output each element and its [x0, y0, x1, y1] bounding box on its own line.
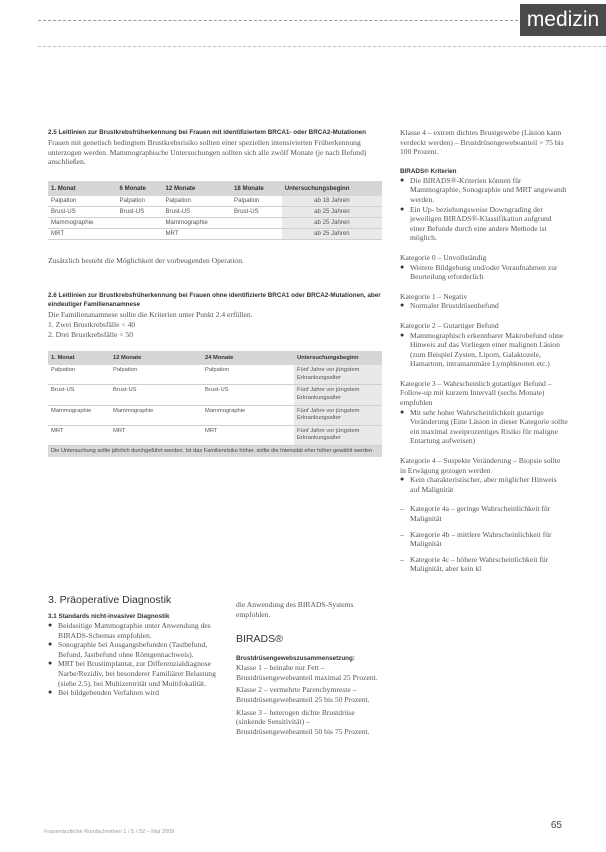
table-cell: Fünf Jahre vor jüngstem Erkrankungsalter — [294, 365, 382, 385]
table-cell: Palpation — [48, 365, 110, 385]
category-0-list — [400, 263, 568, 282]
density-heading: Brustdrüsengewebszusammensetzung: — [236, 655, 355, 663]
category-4-sub-list — [400, 504, 568, 574]
footer-source: Frauenärztliche Rundschreiben 1 / 5 / 52 – Mai 2009 — [44, 829, 175, 835]
table-header: 1. Monat — [48, 351, 110, 365]
table-cell — [117, 217, 163, 228]
table-header: 6 Monate — [117, 181, 163, 196]
klasse-item: Klasse 1 – beinahe nur Fett – Brustdrüsengewebeanteil maximal 25 Prozent. — [236, 663, 378, 682]
category-3-heading: Kategorie 3 – Wahrscheinlich gutartiger Befund – Follow-up mit kurzem Intervall (sechs Monate) empfohlen — [400, 378, 552, 408]
list-item: – Kategorie 4a – geringe Wahrscheinlichkeit für Malignität — [400, 504, 568, 523]
birads-title: BIRADS® — [236, 633, 283, 646]
table-cell: Mammographie — [162, 217, 231, 228]
table-cell: Palpation — [202, 365, 294, 385]
klasse-item: Klasse 2 – vermehrte Parenchymreste – Brustdrüsengewebeanteil 25 bis 50 Prozent. — [236, 685, 370, 704]
table-cell: Palpation — [48, 196, 117, 207]
table-cell: MRT — [162, 228, 231, 239]
table-footnote: Die Untersuchung sollte jährlich durchgeführt werden. Ist das Familienrisiko höher, sollte die Intensität eher höher gewählt werden. — [48, 446, 382, 457]
list-item: ● Sonographie bei Ausgangsbefunden (Tastbefund, Befund, Jastbefund ohne Röntgennachweis). — [48, 640, 228, 659]
table-cell: ab 18 Jahren — [282, 196, 382, 207]
section-2-6-heading: 2.6 Leitlinien zur Brustkrebsfrüherkennung bei Frauen ohne identifizierte BRCA1 oder BRCA2-Mutationen, aber eindeutiger Familienanamnese — [48, 292, 381, 309]
list-item: – Kategorie 4b – mittlere Wahrscheinlichkeit für Malignität — [400, 530, 568, 549]
header-rule-secondary — [38, 46, 606, 47]
table-cell: Brust-US — [48, 385, 110, 405]
category-4-list — [400, 475, 568, 494]
category-0-heading: Kategorie 0 – Unvollständig — [400, 252, 487, 262]
list-item: ● MRT bei Brustimplantat, zur Differenzialdiagnose Narbe/Rezidiv, bei besonderer Familiärer Belastung (siehe 2.5), bei Multizentrität und Multifokalität. — [48, 659, 228, 688]
table-row — [48, 206, 382, 217]
list-item: ● Mit sehr hoher Wahrscheinlichkeit gutartige Veränderung (Eine Läsion in dieser Kategorie sollte ein maximal zweiprozentiges Risiko für maligne Entartung aufweisen) — [400, 408, 568, 446]
criteria-intro: Die Familienanamnese sollte die Kriterien unter Punkt 2.4 erfüllen. — [48, 310, 253, 320]
criteria-item: 2. Drei Brustkrebsfälle < 50 — [48, 329, 134, 339]
category-3-list — [400, 408, 568, 446]
category-4-heading: Kategorie 4 – Suspekte Veränderung – Biopsie sollte in Erwägung gezogen werden — [400, 456, 561, 475]
left-column-upper — [48, 128, 382, 457]
table-cell: Mammographie — [48, 217, 117, 228]
category-1-list — [400, 301, 568, 311]
table-row — [48, 365, 382, 385]
table-cell: ab 25 Jahren — [282, 217, 382, 228]
table-cell: Brust-US — [231, 206, 282, 217]
list-item: ● Normaler Brustdrüsenbefund — [400, 301, 568, 311]
section-3-heading: 3. Präoperative Diagnostik — [48, 594, 172, 606]
brca-schedule-table — [48, 181, 382, 240]
continuation-text: die Anwendung des BIRADS-Systems empfohlen. — [236, 600, 354, 619]
table-row — [48, 196, 382, 207]
category-1-heading: Kategorie 1 – Negativ — [400, 291, 468, 301]
table-cell: Brust-US — [162, 206, 231, 217]
table-cell: Fünf Jahre vor jüngstem Erkrankungsalter — [294, 425, 382, 445]
table-cell: ab 25 Jahren — [282, 228, 382, 239]
diagnostics-list — [48, 621, 228, 698]
list-item: ● Weitere Bildgebung und/oder Voraufnahmen zur Beurteilung erforderlich — [400, 263, 568, 282]
table-header-row — [48, 351, 382, 365]
criteria-list — [400, 176, 568, 243]
table-cell: Palpation — [231, 196, 282, 207]
table-cell: Palpation — [110, 365, 202, 385]
table-cell: MRT — [202, 425, 294, 445]
section-2-5-heading: 2.5 Leitlinien zur Brustkrebsfrüherkennung bei Frauen mit identifiziertem BRCA1- oder BRCA2-Mutationen — [48, 129, 367, 136]
table-row — [48, 405, 382, 425]
table-cell: ab 25 Jahren — [282, 206, 382, 217]
header-rule — [38, 20, 518, 21]
section-2-5-after: Zusätzlich besteht die Möglichkeit der vorbeugenden Operation. — [48, 255, 244, 265]
section-tag: medizin — [520, 4, 606, 36]
table-header: Untersuchungsbeginn — [282, 181, 382, 196]
table-row — [48, 385, 382, 405]
category-2-list — [400, 331, 568, 369]
table-header: Untersuchungsbeginn — [294, 351, 382, 365]
table-cell: Brust-US — [110, 385, 202, 405]
list-item: ● Ein Up- beziehungsweise Downgrading der jeweiligen BIRADS®-Klassifikation aufgrund einer Befunde durch eine andere Methode ist möglich. — [400, 205, 568, 243]
criteria-item: 1. Zwei Brustkrebsfälle < 40 — [48, 319, 136, 329]
table-cell: Brust-US — [117, 206, 163, 217]
table-cell: Mammographie — [110, 405, 202, 425]
table-cell — [117, 228, 163, 239]
table-cell: Mammographie — [48, 405, 110, 425]
middle-column — [236, 594, 386, 736]
section-3-1-heading: 3.1 Standards nicht-invasiver Diagnostik — [48, 613, 170, 620]
table-cell: Fünf Jahre vor jüngstem Erkrankungsalter — [294, 405, 382, 425]
table-cell: Fünf Jahre vor jüngstem Erkrankungsalter — [294, 385, 382, 405]
table-cell: Palpation — [162, 196, 231, 207]
table-header: 24 Monate — [202, 351, 294, 365]
table-cell: Brust-US — [48, 206, 117, 217]
table-cell — [231, 228, 282, 239]
right-column — [400, 128, 568, 580]
table-cell: Brust-US — [202, 385, 294, 405]
table-row — [48, 228, 382, 239]
list-item: ● Mammographisch erkennbarer Makrobefund ohne Hinweis auf das Vorliegen einer malignen Läsion (zum Beispiel Zysten, Lipom, Galaktozele, Hamartom, intramammäre Lymphknoten etc.) — [400, 331, 568, 369]
criteria-heading: BIRADS® Kriterien — [400, 167, 457, 175]
table-cell: MRT — [48, 425, 110, 445]
table-cell: MRT — [110, 425, 202, 445]
table-header: 12 Monate — [110, 351, 202, 365]
list-item: ● Beidseitige Mammographie unter Anwendung des BIRADS-Schemas empfohlen. — [48, 621, 228, 640]
list-item: ● Die BIRADS®-Kriterien können für Mammographie, Sonographie und MRT angewandt werden. — [400, 176, 568, 205]
category-2-heading: Kategorie 2 – Gutartiger Befund — [400, 320, 499, 330]
family-history-table — [48, 351, 382, 446]
table-header: 18 Monate — [231, 181, 282, 196]
table-row — [48, 217, 382, 228]
list-item: ● Kein charakteristischer, aber möglicher Hinweis auf Malignität — [400, 475, 568, 494]
table-cell — [231, 217, 282, 228]
list-item: ● Bei bildgebenden Verfahren wird — [48, 688, 228, 698]
table-cell: MRT — [48, 228, 117, 239]
table-header-row — [48, 181, 382, 196]
klasse-item: Klasse 3 – heterogen dichte Brustdrüse (sinkende Sensitivität) – Brustdrüsengewebeanteil 50 bis 75 Prozent. — [236, 707, 370, 736]
page-number: 65 — [550, 820, 562, 831]
table-header: 12 Monate — [162, 181, 231, 196]
list-item: – Kategorie 4c – höhere Wahrscheinlichkeit für Malignität, aber kein kl — [400, 555, 568, 574]
table-header: 1. Monat — [48, 181, 117, 196]
table-row — [48, 425, 382, 445]
klasse-4-item: Klasse 4 – extrem dichtes Brustgewebe (Läsion kann verdeckt werden) – Brustdrüsengewebeanteil > 75 bis 100 Prozent. — [400, 128, 564, 157]
table-cell: Mammographie — [202, 405, 294, 425]
table-cell: Palpation — [117, 196, 163, 207]
left-column-lower — [48, 594, 228, 698]
section-2-5-intro: Frauen mit genetisch bedingtem Brustkrebsrisiko sollten einer speziellen intensivierten Früherkennung unterzogen werden. Mammographische Untersuchungen sollten sich alle zwölf Monate (je nach Befund) anschließen. — [48, 138, 367, 167]
